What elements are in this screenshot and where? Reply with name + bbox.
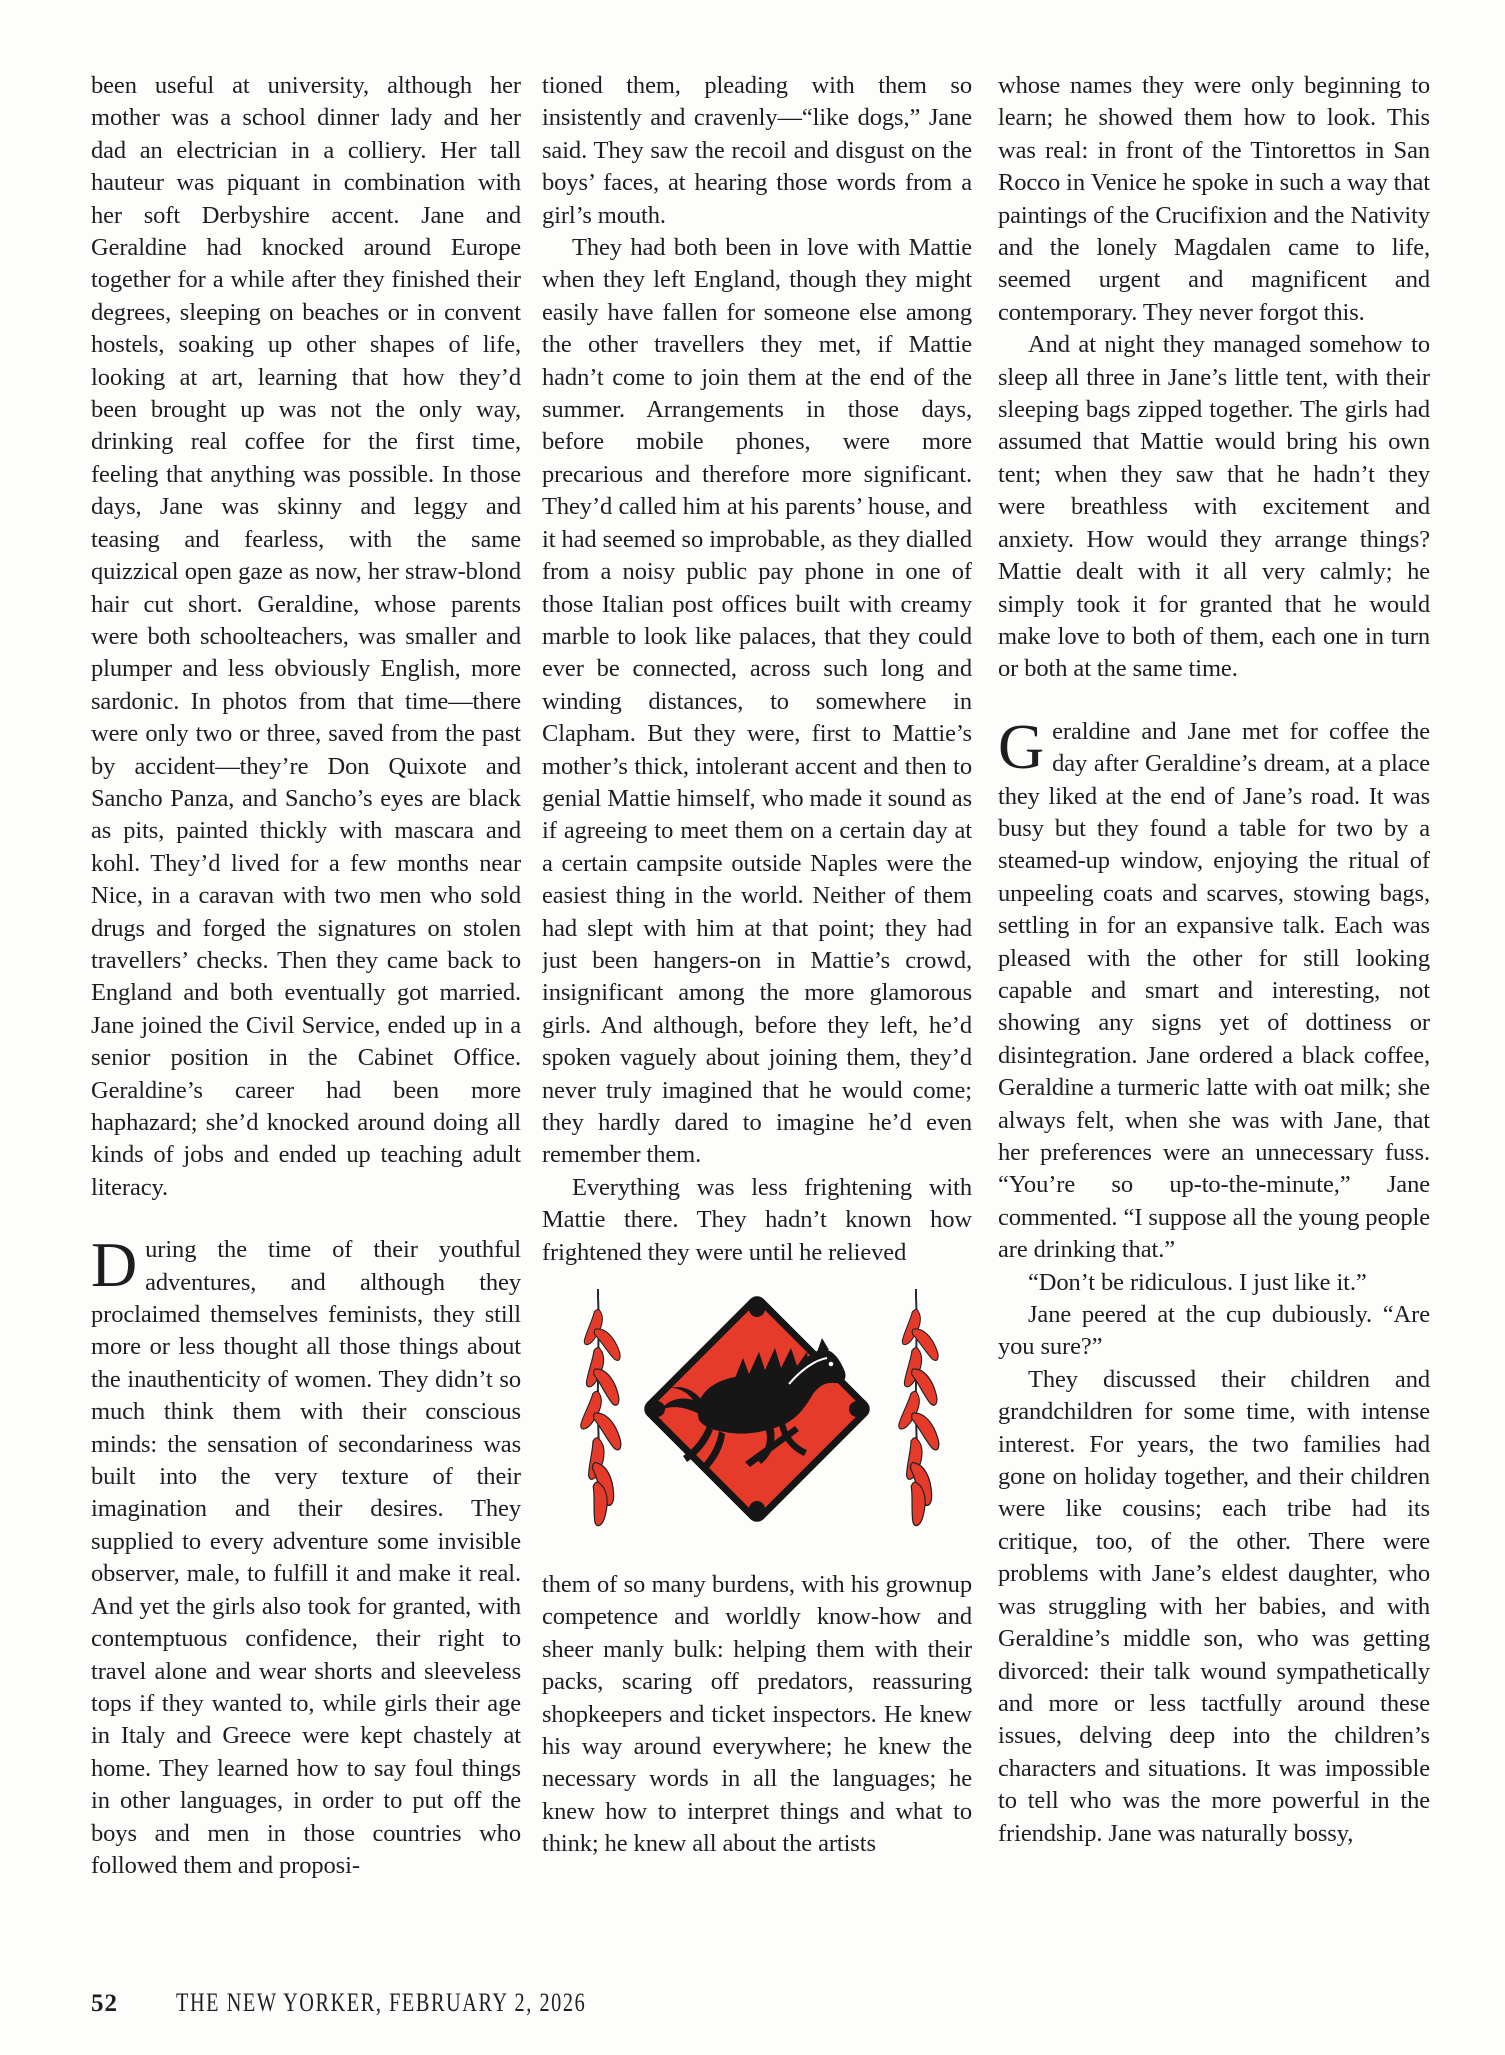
corner-accent-right <box>849 1401 865 1417</box>
paragraph: They had both been in love with Mattie when they left England, though they might easily have fallen for someone else among the other travellers they met, if Mattie hadn’t come to join them at the end of the summer. Arrangements in those days, before mobile phones, were more precarious and therefore more significant. They’d called him at his parents’ house, and it had seemed so improbable, as they dialled from a noisy public pay phone in one of those Italian post offices built with creamy marble to look like palaces, that they could ever be connected, across such long and winding distances, to somewhere in Clapham. But they were, first to Mattie’s mother’s thick, intolerant accent and then to genial Mattie himself, who made it sound as if agreeing to meet them on a certain day at a certain campsite outside Naples were the easiest thing in the world. Neither of them had slept with him at that point; they had just been hangers-on in Mattie’s crowd, insignificant among the more glamorous girls. And although, before they left, he’d spoken vaguely about joining them, they’d never truly imagined that he would come; they hardly dared to imagine he’d even remember them. <box>542 234 972 1169</box>
text-column-2 <box>542 70 972 1988</box>
paragraph: They discussed their children and grandchildren for some time, with intense interest. For years, the two families had gone on holiday together, and their children were like cousins; each tribe had its critique, too, of the other. There were problems with Jane’s eldest daughter, who was struggling with her babies, and with Geraldine’s middle son, who was getting divorced: their talk wound sympathetically and more or less tactfully around these issues, delving deep into the children’s characters and situations. It was impossible to tell who was the more powerful in the friendship. Jane was naturally bossy, <box>998 1365 1430 1847</box>
section-opening-paragraph: During the time of their youthful adventures, and although they proclaimed themselves feminists, they still more or less thought all those things about the inauthenticity of women. They didn’t so much think them with their conscious minds: the sensation of secondariness was built into the very texture of their imagination and their desires. They supplied to every adventure some invisible observer, male, to fulfill it and make it real. And yet the girls also took for granted, with contemptuous confidence, their right to travel alone and wear shorts and sleeveless tops if they wanted to, while girls their age in Italy and Greece were kept chastely at home. They learned how to say foul things in other languages, in order to put off the boys and men in those countries who followed them and proposi- <box>91 1229 521 1879</box>
horse-diamond-chili-illustration <box>542 1283 972 1555</box>
paragraph: them of so many burdens, with his grownup competence and worldly know-how and sheer manly bulk: helping them with their packs, scaring off predators, reassuring shopkeepers and ticket inspectors. He knew his way around everywhere; he knew the necessary words in all the languages; he knew how to interpret things and what to think; he knew all about the artists <box>542 1571 972 1858</box>
chili-ristra-left <box>575 1289 625 1526</box>
text-column-1 <box>91 70 521 1988</box>
paragraph: And at night they managed somehow to sleep all three in Jane’s little tent, with their sleeping bags zipped together. The girls had assumed that Mattie would bring his own tent; when they saw that he hadn’t they were breathless with excitement and anxiety. How would they arrange things? Mattie dealt with it all very calmly; he simply took it for granted that he would make love to both of them, each one in turn or both at the same time. <box>998 331 1430 683</box>
paragraph: Everything was less frightening with Mattie there. They hadn’t known how frightened they were until he relieved <box>542 1173 972 1266</box>
paragraph: tioned them, pleading with them so insistently and cravenly—“like dogs,” Jane said. They saw the recoil and disgust on the boys’ faces, at hearing those words from a girl’s mouth. <box>542 72 972 229</box>
paragraph: whose names they were only beginning to learn; he showed them how to look. This was real: in front of the Tintorettos in San Rocco in Venice he spoke in such a way that paintings of the Crucifixion and the Nativity and the lonely Magdalen came to life, seemed urgent and magnificent and contemporary. They never forgot this. <box>998 72 1430 326</box>
corner-accent-bottom <box>749 1501 765 1517</box>
spot-illustration <box>542 1269 972 1569</box>
page-number: 52 <box>91 1990 118 2017</box>
paragraph: Jane peered at the cup dubiously. “Are you sure?” <box>998 1301 1430 1361</box>
magazine-issue-line: THE NEW YORKER, FEBRUARY 2, 2026 <box>176 1988 587 2017</box>
chili-ristra-right <box>893 1289 943 1526</box>
paragraph: “Don’t be ridiculous. I just like it.” <box>1028 1268 1367 1296</box>
page-footer <box>91 1988 702 2018</box>
corner-accent-top <box>749 1301 765 1317</box>
paragraph: been useful at university, although her mother was a school dinner lady and her dad an electrician in a colliery. Her tall hauteur was piquant in combination with her soft Derbyshire accent. Jane and Geraldine had knocked around Europe together for a while after they finished their degrees, sleeping on beaches or in convent hostels, soaking up other shapes of life, looking at art, learning that how they’d been brought up was not the only way, drinking real coffee for the first time, feeling that anything was possible. In those days, Jane was skinny and leggy and teasing and fearless, with the same quizzical open gaze as now, her straw-blond hair cut short. Geraldine, whose parents were both schoolteachers, was smaller and plumper and less obviously English, more sardonic. In photos from that time—there were only two or three, saved from the past by accident—they’re Don Quixote and Sancho Panza, and Sancho’s eyes are black as pits, painted thickly with mascara and kohl. They’d lived for a few months near Nice, in a caravan with two men who sold drugs and forged the signatures on stolen travellers’ checks. Then they came back to England and both eventually got married. Jane joined the Civil Service, ended up in a senior position in the Cabinet Office. Geraldine’s career had been more haphazard; she’d knocked around doing all kinds of jobs and ended up teaching adult literacy. <box>91 72 521 1201</box>
drop-cap-letter: D <box>91 1229 138 1301</box>
section-opening-paragraph: Geraldine and Jane met for coffee the day after Geraldine’s dream, at a place they liked at the end of Jane’s road. It was busy but they found a table for two by a steamed-up window, enjoying the ritual of unpeeling coats and scarves, stowing bags, settling in for an expansive talk. Each was pleased with the other for still looking capable and smart and interesting, not showing any signs yet of dottiness or disintegration. Jane ordered a black coffee, Geraldine a turmeric latte with oat milk; she always felt, when she was with Jane, that her preferences were an unnecessary fuss. “You’re so up-to-the-minute,” Jane commented. “I suppose all the young people are drinking that.” <box>998 710 1430 1264</box>
text-column-3 <box>998 70 1430 1988</box>
drop-cap-letter: G <box>998 710 1045 782</box>
